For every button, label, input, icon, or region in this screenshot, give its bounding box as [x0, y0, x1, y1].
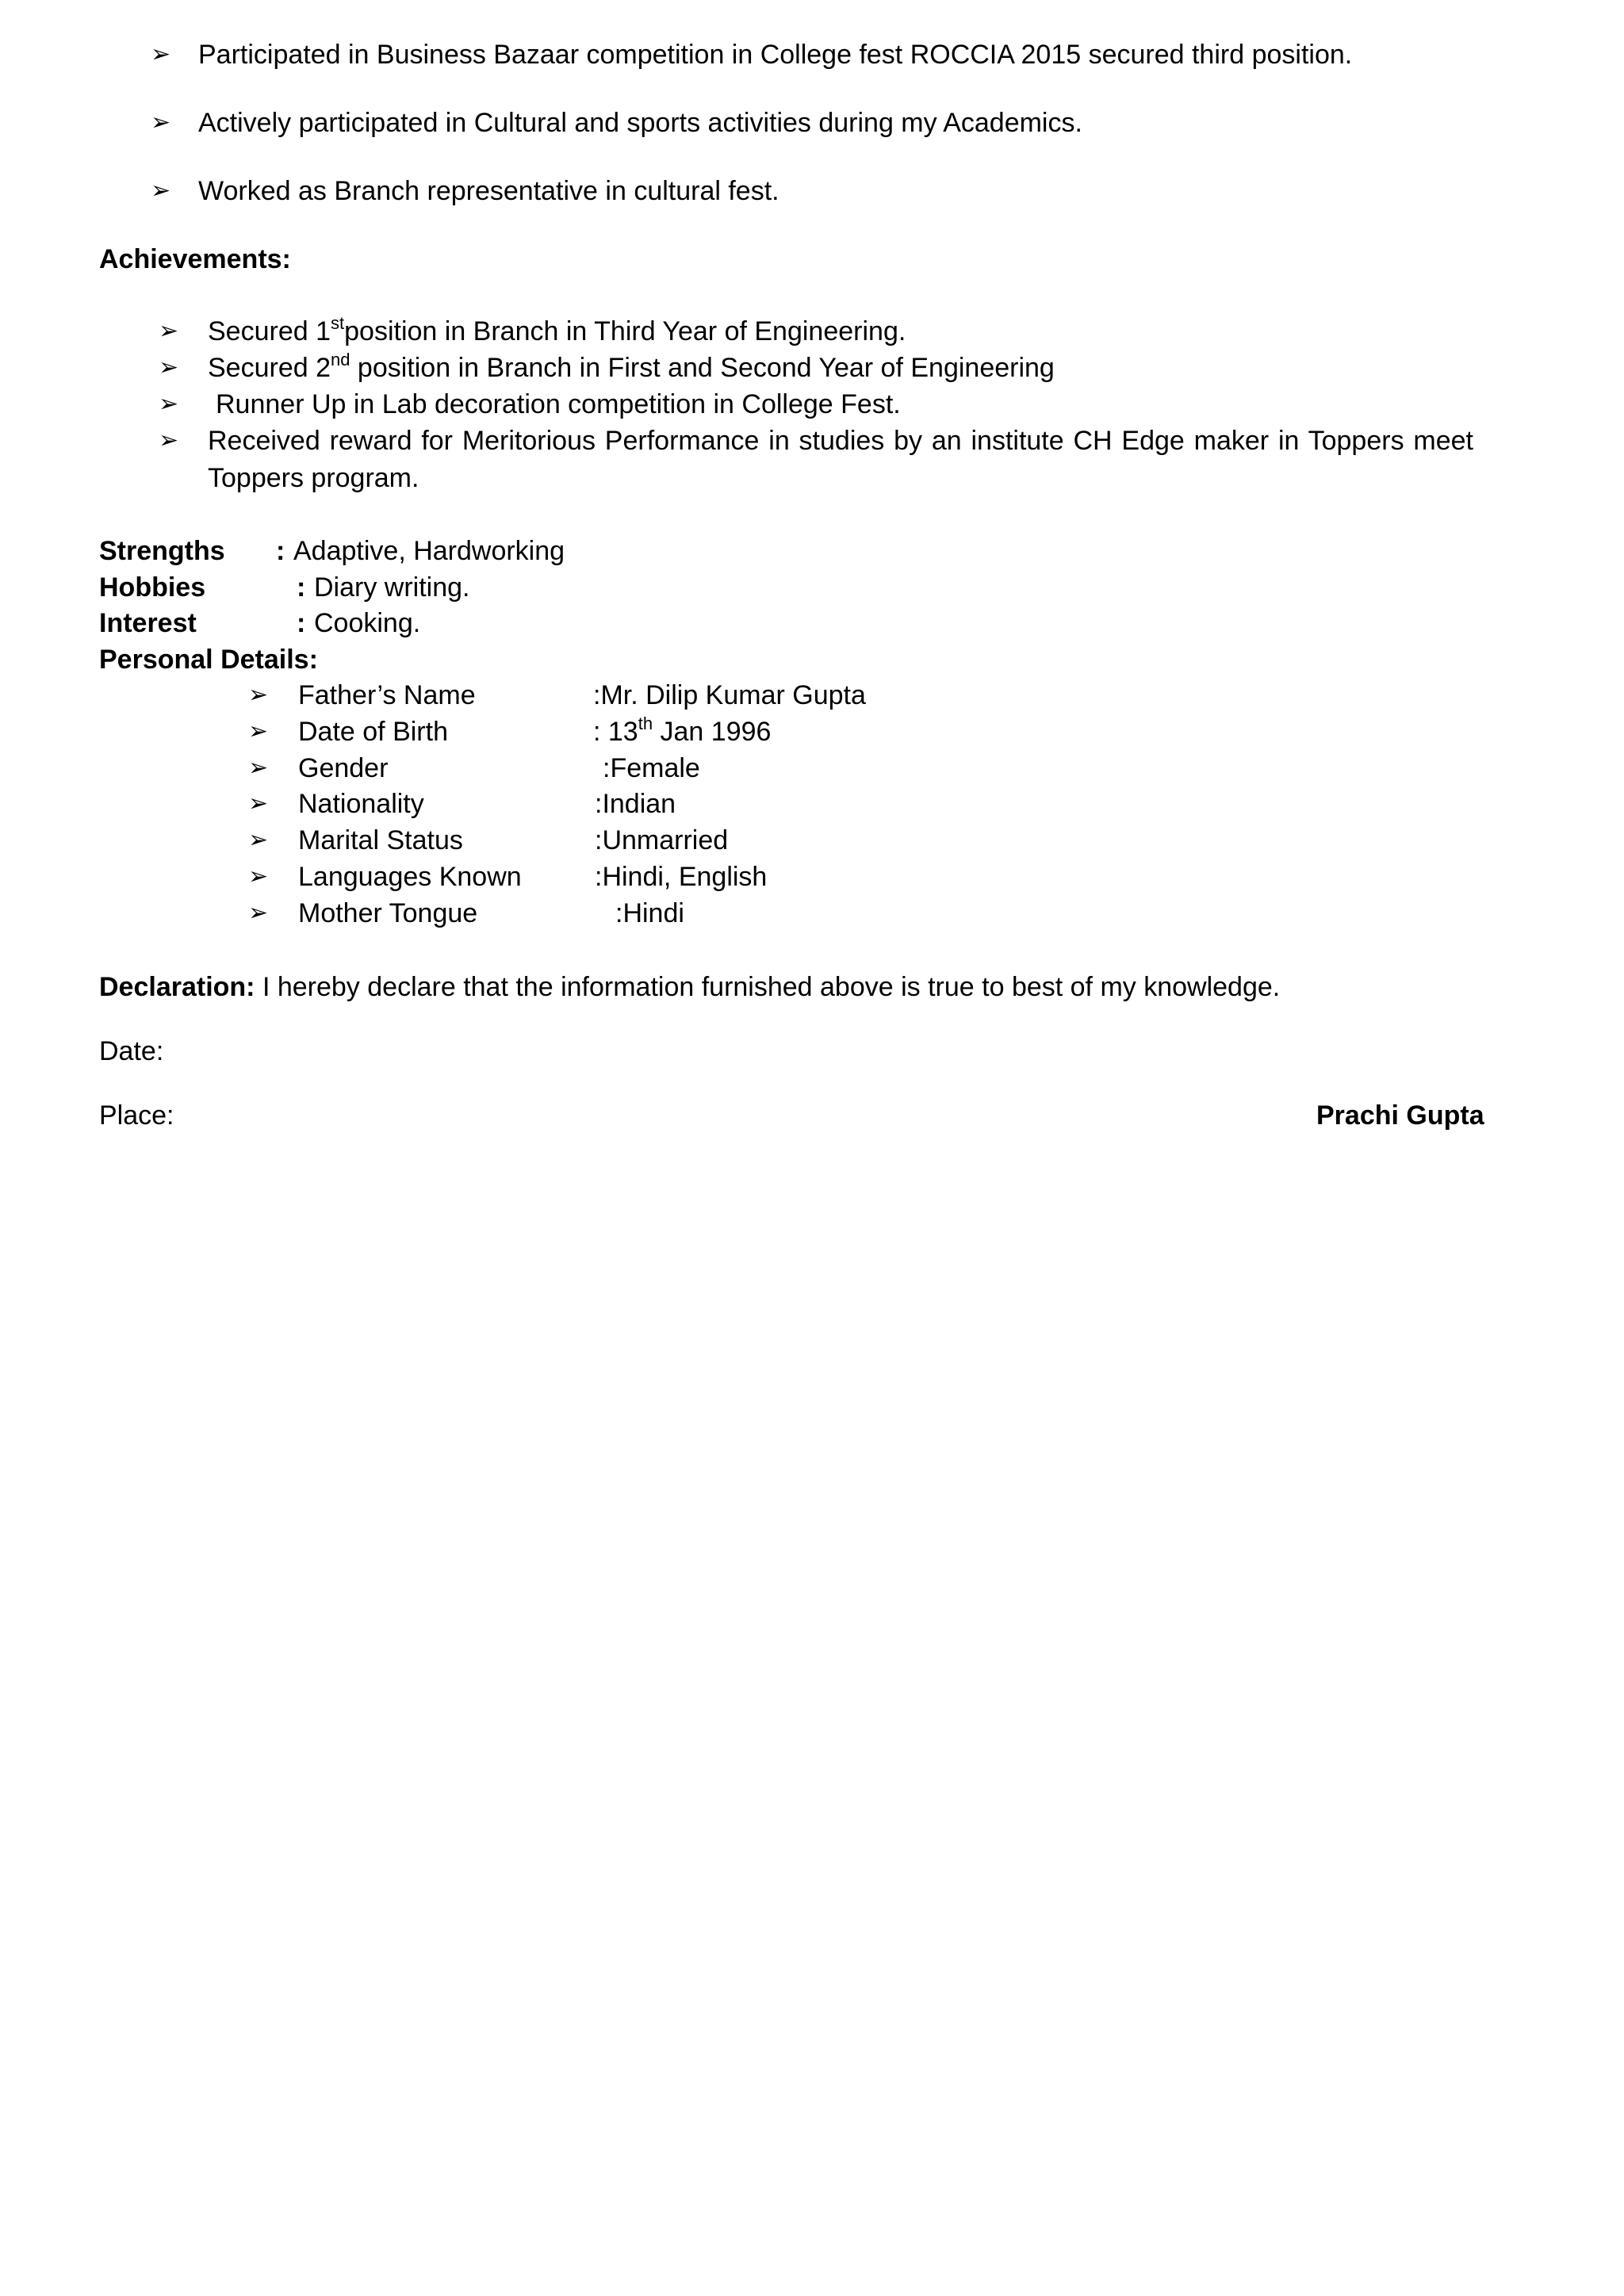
bullet-arrow-icon: ➢: [248, 681, 269, 709]
bullet-arrow-icon: ➢: [159, 427, 179, 454]
bullet-arrow-icon: ➢: [151, 177, 171, 205]
strengths-colon: :: [276, 536, 285, 566]
bullet-arrow-icon: ➢: [159, 354, 179, 381]
hobbies-label: Hobbies: [99, 572, 206, 603]
personal-value-languages: :Hindi, English: [595, 862, 768, 892]
date-label: Date:: [99, 1036, 164, 1066]
interest-value: Cooking.: [314, 608, 421, 638]
bullet-arrow-icon: ➢: [151, 109, 171, 136]
activity-item-2: Actively participated in Cultural and sports activities during my Academics.: [198, 108, 1082, 138]
bullet-arrow-icon: ➢: [248, 863, 269, 890]
interest-label: Interest: [99, 608, 197, 638]
personal-label-mother-tongue: Mother Tongue: [298, 898, 478, 928]
signature-name: Prachi Gupta: [1316, 1100, 1484, 1131]
personal-label-dob: Date of Birth: [298, 717, 448, 747]
personal-label-fathers-name: Father’s Name: [298, 680, 476, 710]
place-label: Place:: [99, 1100, 174, 1131]
personal-value-mother-tongue: :Hindi: [615, 898, 684, 928]
achievement-item-2: Secured 2nd position in Branch in First and Second Year of Engineering: [208, 350, 1055, 383]
bullet-arrow-icon: ➢: [248, 718, 269, 745]
strengths-value: Adaptive, Hardworking: [293, 536, 565, 566]
bullet-arrow-icon: ➢: [159, 390, 179, 418]
achievement-item-3: Runner Up in Lab decoration competition in College Fest.: [216, 389, 901, 419]
achievement-item-4-line-2: Toppers program.: [208, 463, 419, 493]
bullet-arrow-icon: ➢: [248, 899, 269, 927]
bullet-arrow-icon: ➢: [248, 790, 269, 817]
activity-item-3: Worked as Branch representative in cultural fest.: [198, 176, 779, 206]
personal-value-fathers-name: :Mr. Dilip Kumar Gupta: [593, 680, 866, 710]
bullet-arrow-icon: ➢: [159, 317, 179, 345]
personal-value-gender: :Female: [603, 753, 700, 783]
bullet-arrow-icon: ➢: [151, 40, 171, 68]
personal-label-gender: Gender: [298, 753, 389, 783]
personal-value-marital-status: :Unmarried: [595, 825, 729, 855]
bullet-arrow-icon: ➢: [248, 754, 269, 782]
achievement-item-1: Secured 1stposition in Branch in Third Year of Engineering.: [208, 313, 906, 346]
personal-label-languages: Languages Known: [298, 862, 522, 892]
bullet-arrow-icon: ➢: [248, 826, 269, 854]
declaration-label: Declaration:: [99, 972, 255, 1002]
strengths-label: Strengths: [99, 536, 225, 566]
activity-item-1: Participated in Business Bazaar competition in College fest ROCCIA 2015 secured third position.: [198, 40, 1353, 70]
hobbies-colon: :: [297, 572, 306, 603]
personal-label-marital-status: Marital Status: [298, 825, 463, 855]
personal-value-dob: : 13th Jan 1996: [593, 714, 772, 747]
declaration: [99, 974, 1280, 1001]
declaration-text: I hereby declare that the information furnished above is true to best of my knowledge.: [255, 972, 1281, 1002]
hobbies-value: Diary writing.: [314, 572, 470, 603]
personal-details-heading: Personal Details:: [99, 645, 318, 675]
personal-label-nationality: Nationality: [298, 789, 424, 819]
achievement-item-4-line-1: Received reward for Meritorious Performance in studies by an institute CH Edge maker in Toppers meet: [208, 426, 1473, 456]
personal-value-nationality: :Indian: [595, 789, 676, 819]
achievements-heading: Achievements:: [99, 244, 291, 274]
interest-colon: :: [297, 608, 306, 638]
